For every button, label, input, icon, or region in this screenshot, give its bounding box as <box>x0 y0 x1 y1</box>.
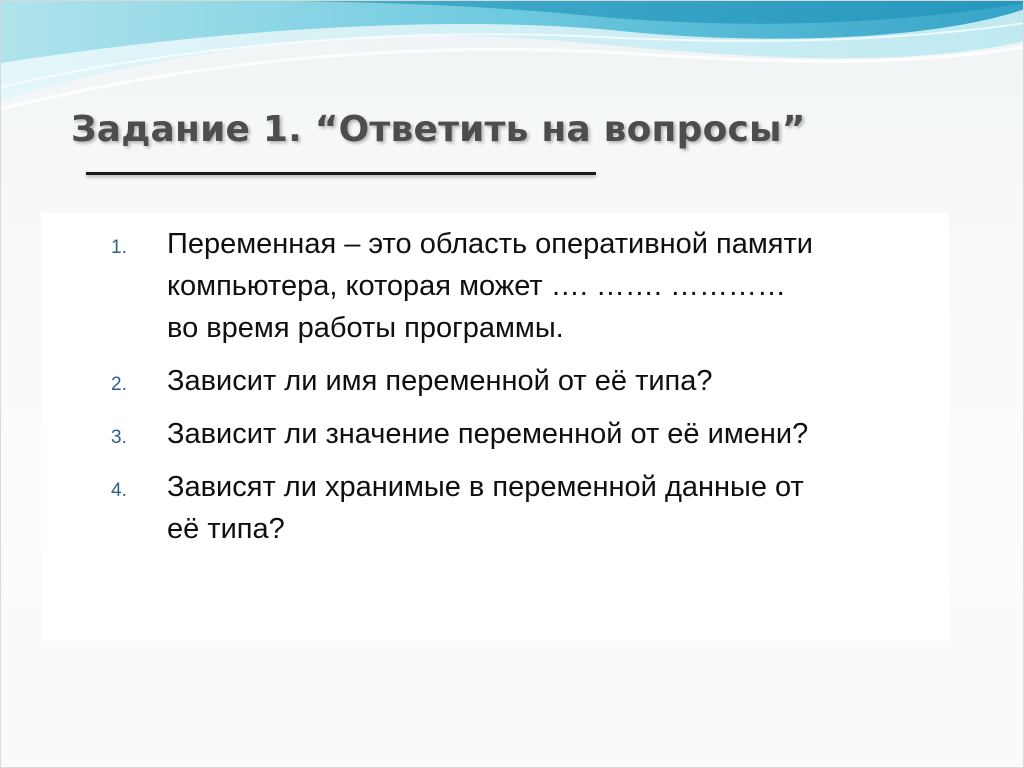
slide-title: Задание 1. “Ответить на вопросы” <box>71 109 806 150</box>
question-item <box>111 466 921 550</box>
question-item <box>111 360 921 402</box>
question-text: Зависят ли хранимые в переменной данные от её типа? <box>167 471 804 545</box>
question-number: 2. <box>111 374 127 395</box>
question-item <box>111 413 921 455</box>
question-text: Зависит ли имя переменной от её типа? <box>167 365 713 397</box>
question-item <box>111 223 921 349</box>
question-number: 3. <box>111 427 127 448</box>
title-underline <box>86 172 596 175</box>
question-text: Зависит ли значение переменной от её имени? <box>167 418 809 450</box>
question-number: 1. <box>111 237 127 258</box>
question-number: 4. <box>111 480 127 501</box>
question-text: Переменная – это область оперативной памяти компьютера, которая может …. ……. ………… во время работы программы. <box>167 228 813 344</box>
question-list <box>111 223 921 561</box>
